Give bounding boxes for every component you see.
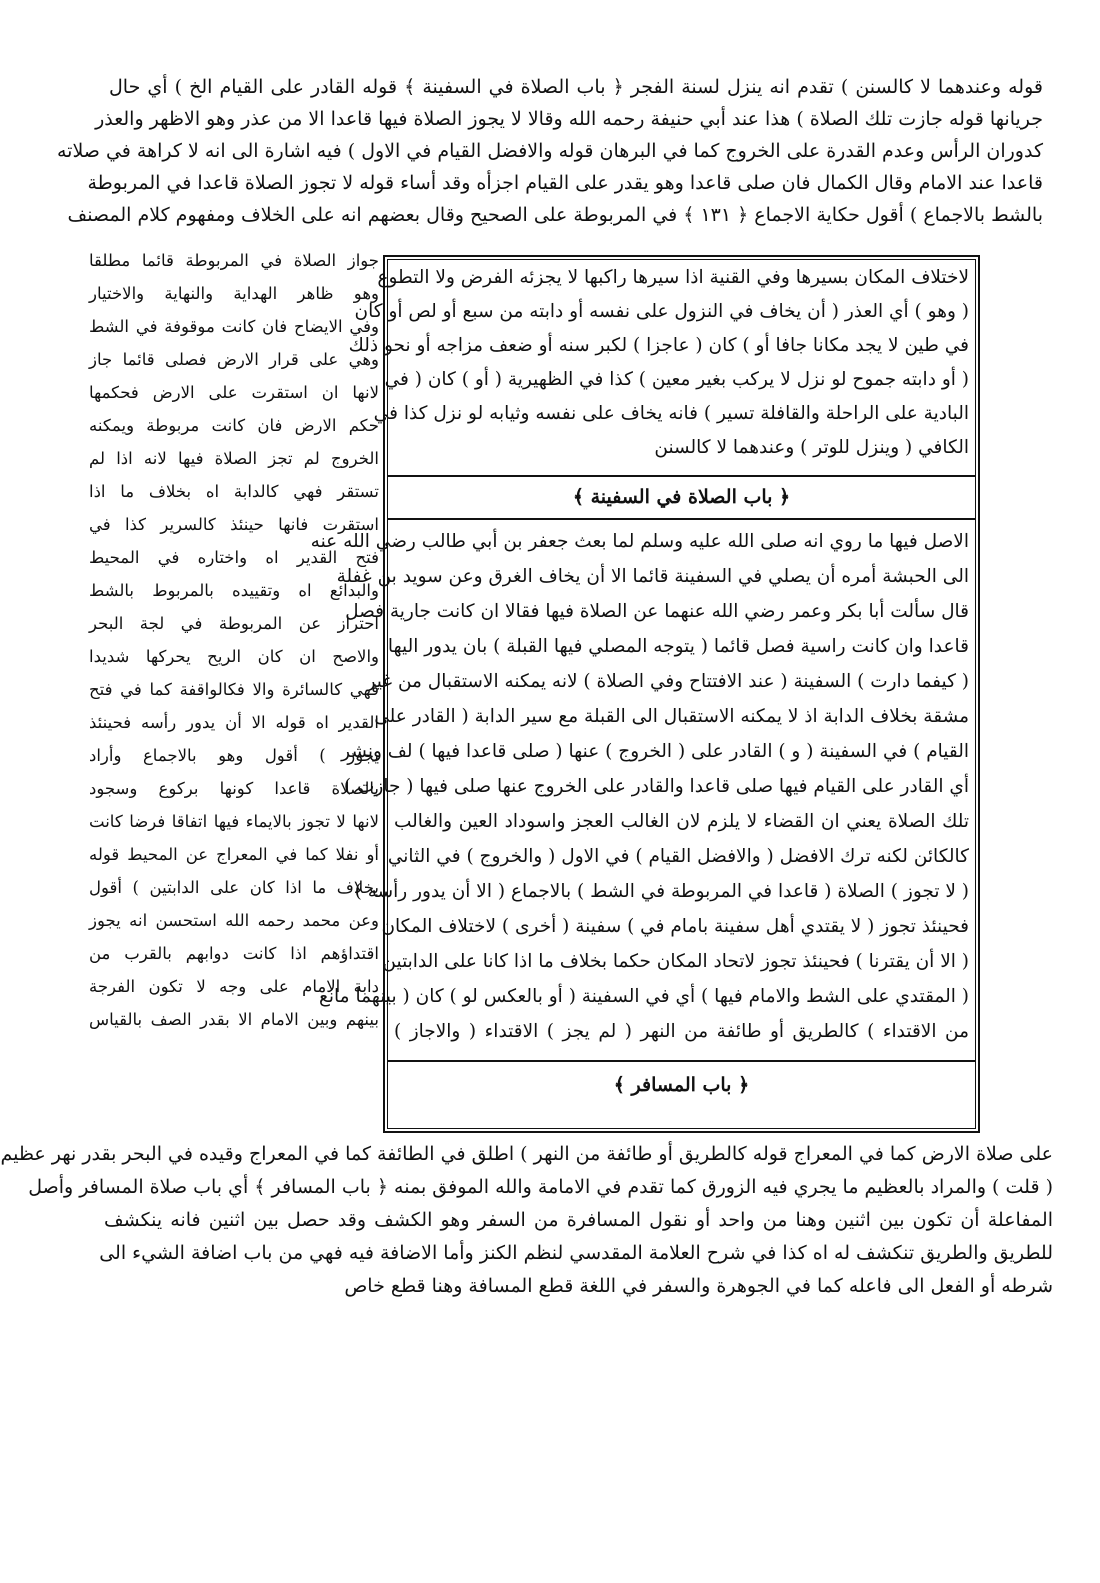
side-commentary-line: دابة الامام على وجه لا تكون الفرجة <box>89 977 379 996</box>
commentary-line: بالشط بالاجماع ) أقول حكاية الاجماع ﴿ ١٣١ ﴾ في المربوطة على الصحيح وقال بعضهم انه على الخلاف ومفهوم كلام المصنف <box>67 204 1043 226</box>
commentary-line: كدوران الرأس وعدم القدرة على الخروج كما في البرهان قوله والافضل القيام في الاول ) فيه اشارة الى انه لا كراهة في صلاته <box>56 140 1043 162</box>
main-text-line: ( وهو ) أي العذر ( أن يخاف في النزول على نفسه أو دابته من سبع أو لص أو كان <box>354 301 969 322</box>
side-commentary-line: احتراز عن المربوطة في لجة البحر <box>89 614 379 633</box>
side-commentary-line: لانها لا تجوز بالايماء فيها اتفاقا فرضا كانت <box>89 812 379 831</box>
main-text-line: ( كيفما دارت ) السفينة ( عند الافتتاح وفي الصلاة ) لانه يمكنه الاستقبال من غير <box>366 671 969 692</box>
side-commentary-line: بخلاف ما اذا كان على الدابتين ) أقول <box>89 878 379 897</box>
section-heading: ﴿ باب الصلاة في السفينة ﴾ <box>572 486 791 508</box>
commentary-line: قاعدا عند الامام وقال الكمال فان صلى قاعدا وهو يقدر على القيام اجزأه وقد أساء قوله لا تجوز الصلاة قاعدا في المربوطة <box>87 172 1043 194</box>
side-commentary-line: وهي على قرار الارض فصلى قائما جاز <box>89 350 379 369</box>
side-commentary-line: القدير اه قوله الا أن يدور رأسه فحينئذ <box>89 713 379 732</box>
side-commentary-line: اقتداؤهم اذا كانت دوابهم بالقرب من <box>89 944 379 963</box>
side-commentary-line: بينهم وبين الامام الا بقدر الصف بالقياس <box>89 1010 379 1029</box>
side-commentary-line: والاصح ان كان الريح يحركها شديدا <box>89 647 379 666</box>
commentary-line: للطريق والطريق تنكشف له اه كذا في شرح العلامة المقدسي لنظم الكنز وأما الاضافة فيه فهي من باب اضافة الشيء الى <box>99 1242 1053 1264</box>
main-text-line: في طين لا يجد مكانا جافا أو ) كان ( عاجزا ) لكبر سنه أو ضعف مزاجه أو نحو ذلك <box>348 335 969 356</box>
side-commentary-line: بالصلاة قاعدا كونها بركوع وسجود <box>89 779 379 798</box>
side-commentary-line: تستقر فهي كالدابة اه بخلاف ما اذا <box>89 482 379 501</box>
main-text-line: أي القادر على القيام فيها صلى قاعدا والقادر على الخروج عنها صلى فيها ( جازت ) <box>343 776 969 797</box>
section-divider <box>387 1060 976 1062</box>
main-text-line: قال سألت أبا بكر وعمر رضي الله عنهما عن الصلاة فيها فقالا ان كانت جارية فصل <box>345 601 969 622</box>
main-text-line: قاعدا وان كانت راسية فصل قائما ( يتوجه المصلي فيها القبلة ) بان يدور اليها <box>387 636 969 657</box>
main-text-line: البادية على الراحلة والقافلة تسير ) فانه يخاف على نفسه وثيابه لو نزل كذا في <box>373 403 969 424</box>
commentary-line: قوله وعندهما لا كالسنن ) تقدم انه ينزل لسنة الفجر ﴿ باب الصلاة في السفينة ﴾ قوله القادر على القيام الخ ) أي حال <box>109 76 1043 98</box>
main-text-line: ( لا تجوز ) الصلاة ( قاعدا في المربوطة في الشط ) بالاجماع ( الا أن يدور رأسه ) <box>354 881 969 902</box>
main-text-line: الاصل فيها ما روي انه صلى الله عليه وسلم لما بعث جعفر بن أبي طالب رضي الله عنه <box>310 531 969 552</box>
side-commentary-line: وفي الايضاح فان كانت موقوفة في الشط <box>89 317 379 336</box>
side-commentary-line: يجوز ) أقول وهو بالاجماع وأراد <box>89 746 379 765</box>
main-text-line: القيام ) في السفينة ( و ) القادر على ( الخروج ) عنها ( صلى قاعدا فيها ) لف ونشر <box>341 741 969 762</box>
side-commentary-line: والبدائع اه وتقييده بالمربوط بالشط <box>89 581 379 600</box>
main-text-line: ( أو دابته جموح لو نزل لا يركب بغير معين ) كذا في الظهيرية ( أو ) كان ( في <box>384 369 969 390</box>
main-text-line: كالكائن لكنه ترك الافضل ( والافضل القيام ) في الاول ( والخروج ) في الثاني <box>387 846 969 867</box>
section-divider <box>387 518 976 520</box>
side-commentary-line: فهي كالسائرة والا فكالواقفة كما في فتح <box>89 680 379 699</box>
main-text-line: فحينئذ تجوز ( لا يقتدي أهل سفينة بامام في ) سفينة ( أخرى ) لاختلاف المكان <box>381 916 969 937</box>
main-text-line: مشقة بخلاف الدابة اذ لا يمكنه الاستقبال الى القبلة مع سير الدابة ( القادر على <box>374 706 969 727</box>
section-divider <box>387 475 976 477</box>
side-commentary-line: أو نفلا كما في المعراج عن المحيط قوله <box>89 845 379 864</box>
main-text-line: من الاقتداء ) كالطريق أو طائفة من النهر ( لم يجز ) الاقتداء ( والاجاز ) <box>394 1021 969 1042</box>
side-commentary-line: وعن محمد رحمه الله استحسن انه يجوز <box>89 911 379 930</box>
commentary-line: المفاعلة أن تكون بين اثنين وهنا من واحد أو نقول المسافرة من السفر وهو الكشف وقد حصل بين اثنين فانه ينكشف <box>104 1209 1053 1231</box>
side-commentary-line: جواز الصلاة في المربوطة قائما مطلقا <box>89 251 379 270</box>
side-commentary-line: استقرت فانها حينئذ كالسرير كذا في <box>89 515 379 534</box>
side-commentary-line: حكم الارض فان كانت مربوطة ويمكنه <box>89 416 379 435</box>
side-commentary-line: فتح القدير اه واختاره في المحيط <box>89 548 379 567</box>
side-commentary-line: الخروج لم تجز الصلاة فيها لانه اذا لم <box>89 449 379 468</box>
main-text-line: لاختلاف المكان بسيرها وفي القنية اذا سيرها راكبها لا يجزئه الفرض ولا التطوع <box>377 267 969 288</box>
commentary-line: جريانها قوله جازت تلك الصلاة ) هذا عند أبي حنيفة رحمه الله وقالا لا يجوز الصلاة فيها قاعدا الا من عذر وهو الاظهر والعذر <box>95 108 1043 130</box>
commentary-line: شرطه أو الفعل الى فاعله كما في الجوهرة والسفر في اللغة قطع المسافة وهنا قطع خاص <box>344 1275 1053 1297</box>
commentary-line: ( قلت ) والمراد بالعظيم ما يجري فيه الزورق كما تقدم في الامامة والله الموفق بمنه ﴿ باب المسافر ﴾ أي باب صلاة المسافر وأصل <box>28 1176 1053 1198</box>
main-text-line: الى الحبشة أمره أن يصلي في السفينة قائما الا أن يخاف الغرق وعن سويد بن غفلة <box>336 566 969 587</box>
main-text-line: تلك الصلاة يعني ان القضاء لا يلزم لان الغالب العجز واسوداد العين والغالب <box>394 811 969 832</box>
main-text-line: ( المقتدي على الشط والامام فيها ) أي في السفينة ( أو بالعكس لو ) كان ( بينهما مانع <box>319 986 969 1007</box>
side-commentary-line: وهو ظاهر الهداية والنهاية والاختيار <box>89 284 379 303</box>
commentary-line: على صلاة الارض كما في المعراج قوله كالطريق أو طائفة من النهر ) اطلق في الطائفة كما في المعراج وقيده في البحر بقدر نهر عظيم <box>0 1143 1053 1165</box>
main-text-line: ( الا أن يقترنا ) فحينئذ تجوز لاتحاد المكان حكما بخلاف ما اذا كانا على الدابتين <box>382 951 969 972</box>
main-text-line: الكافي ( وينزل للوتر ) وعندهما لا كالسنن <box>654 437 969 458</box>
side-commentary-line: لانها ان استقرت على الارض فحكمها <box>89 383 379 402</box>
section-heading: ﴿ باب المسافر ﴾ <box>613 1074 750 1096</box>
